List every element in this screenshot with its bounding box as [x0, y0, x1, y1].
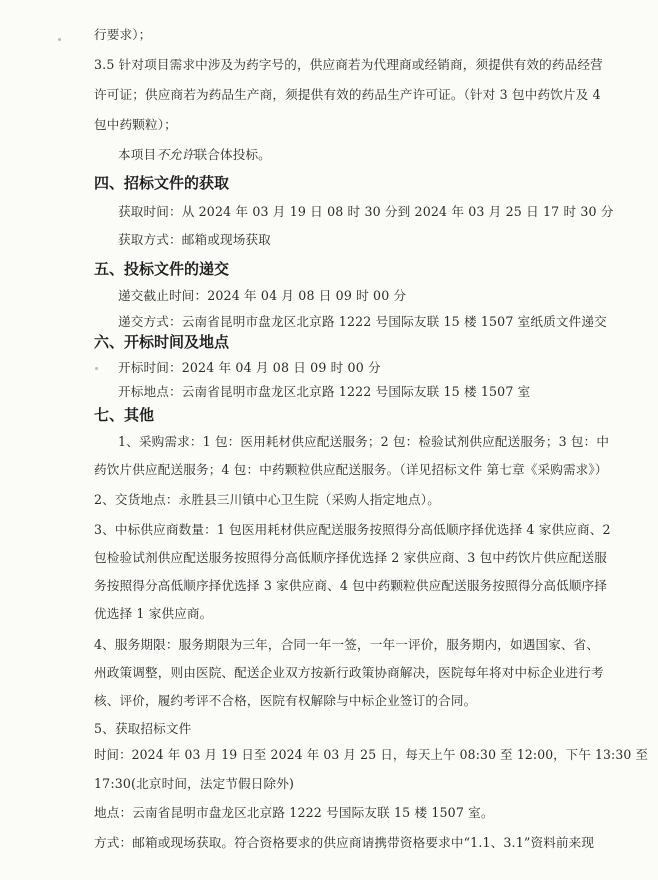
section-heading: 六、开标时间及地点: [94, 333, 230, 351]
text-line: [118, 146, 271, 164]
text-segment: 联合体投标。: [194, 147, 271, 162]
emphasis-text: 不允许: [156, 147, 195, 162]
text-line: 包中药颗粒）；: [94, 117, 177, 132]
text-line: 4、服务期限：服务期限为三年，合同一年一签，一年一评价，服务期内，如遇国家、省、: [94, 637, 600, 652]
text-line: 获取方式：邮箱或现场获取: [118, 232, 271, 247]
text-line: 3、中标供应商数量：1 包医用耗材供应配送服务按照得分高低顺序择优选择 4 家供应商、2: [94, 522, 611, 537]
section-heading: 四、招标文件的获取: [94, 174, 230, 192]
text-line: 地点：云南省昆明市盘龙区北京路 1222 号国际友联 15 楼 1507 室。: [94, 805, 494, 820]
text-line: 药饮片供应配送服务；4 包：中药颗粒供应配送服务。（详见招标文件 第七章《采购需求》）: [94, 462, 608, 477]
text-line: 开标时间：2024 年 04 月 08 日 09 时 00 分: [118, 360, 381, 375]
text-line: 务按照得分高低顺序择优选择 3 家供应商、4 包中药颗粒供应配送服务按照得分高低顺序择: [94, 578, 608, 593]
text-line: 3.5 针对项目需求中涉及为药字号的，供应商若为代理商或经销商，须提供有效的药品经营: [94, 57, 603, 72]
text-line: 2、交货地点：永胜县三川镇中心卫生院（采购人指定地点）。: [94, 492, 440, 507]
text-line: 州政策调整，则由医院、配送企业双方按新行政策协商解决，医院每年将对中标企业进行考: [94, 665, 604, 680]
scan-speck: [95, 367, 98, 370]
text-line: 许可证；供应商若为药品生产商，须提供有效的药品生产许可证。（针对 3 包中药饮片及 4: [94, 87, 601, 102]
text-segment: 本项目: [118, 147, 157, 162]
text-line: 优选择 1 家供应商。: [94, 606, 213, 621]
text-line: 5、获取招标文件: [94, 721, 192, 736]
text-line: 方式：邮箱或现场获取。符合资格要求的供应商请携带资格要求中“1.1、3.1”资料前来现: [94, 835, 595, 850]
text-line: 包检验试剂供应配送服务按照得分高低顺序择优选择 2 家供应商、3 包中药饮片供应配送服: [94, 550, 608, 565]
section-heading: 七、其他: [94, 406, 155, 424]
text-line: 开标地点：云南省昆明市盘龙区北京路 1222 号国际友联 15 楼 1507 室: [118, 384, 531, 399]
scan-speck: [58, 38, 61, 41]
text-line: 时间：2024 年 03 月 19 日至 2024 年 03 月 25 日，每天上午 08:30 至 12:00，下午 13:30 至: [94, 747, 649, 762]
text-line: 递交截止时间：2024 年 04 月 08 日 09 时 00 分: [118, 288, 407, 303]
section-heading: 五、投标文件的递交: [94, 260, 230, 278]
text-line: 17:30(北京时间，法定节假日除外): [94, 776, 295, 791]
text-line: 获取时间：从 2024 年 03 月 19 日 08 时 30 分到 2024 年 03 月 25 日 17 时 30 分: [118, 204, 614, 219]
text-line: 核、评价，履约考评不合格，医院有权解除与中标企业签订的合同。: [94, 693, 477, 708]
text-line: 1、采购需求：1 包：医用耗材供应配送服务；2 包：检验试剂供应配送服务；3 包：中: [118, 434, 610, 449]
text-line: 行要求）；: [94, 27, 152, 42]
text-line: 递交方式：云南省昆明市盘龙区北京路 1222 号国际友联 15 楼 1507 室纸质文件递交: [118, 314, 607, 329]
